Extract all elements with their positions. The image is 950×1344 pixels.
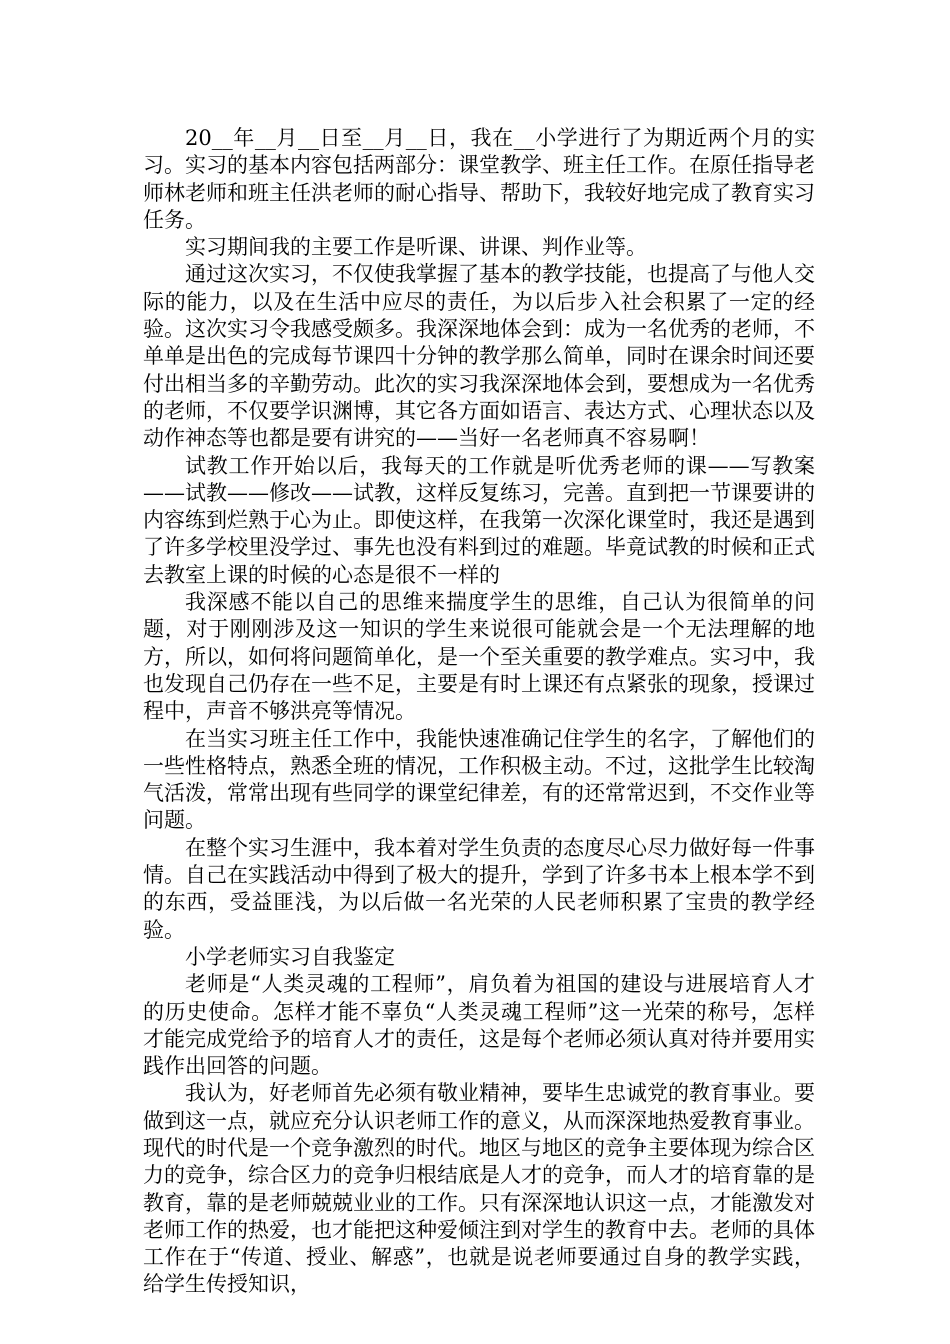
paragraph-summary: 在整个实习生涯中，我本着对学生负责的态度尽心尽力做好每一件事情。自己在实践活动中得到了极大的提升，学到了许多书本上根本学不到的东西，受益匪浅，为以后做一名光荣的人民老师积累了宝贵的教学经验。 [143,835,815,942]
paragraph-student-thinking: 我深感不能以自己的思维来揣度学生的思维，自己认为很简单的问题，对于刚刚涉及这一知识的学生来说很可能就会是一个无法理解的地方，所以，如何将问题简单化，是一个至关重要的教学难点。实习中，我也发现自己仍存在一些不足，主要是有时上课还有点紧张的现象，授课过程中，声音不够洪亮等情况。 [143,590,815,724]
document-body [143,125,815,1299]
section-heading: 小学老师实习自我鉴定 [185,944,395,969]
paragraph-internship-overview: 20__年__月__日至__月__日，我在__小学进行了为期近两个月的实习。实习的基本内容包括两部分：课堂教学、班主任工作。在原任指导老师林老师和班主任洪老师的耐心指导、帮助下，我较好地完成了教育实习任务。 [143,126,815,232]
paragraph-dedication: 我认为，好老师首先必须有敬业精神，要毕生忠诚党的教育事业。要做到这一点，就应充分认识老师工作的意义，从而深深地热爱教育事业。现代的时代是一个竞争激烈的时代。地区与地区的竞争主要体现为综合区力的竞争，综合区力的竞争归根结底是人才的竞争，而人才的培育靠的是教育，靠的是老师兢兢业业的工作。只有深深地认识这一点，才能激发对老师工作的热爱，也才能把这种爱倾注到对学生的教育中去。老师的具体工作在于“传道、授业、解惑”，也就是说老师要通过自身的教学实践，给学生传授知识， [143,1081,815,1297]
paragraph-teacher-mission: 老师是“人类灵魂的工程师”，肩负着为祖国的建设与进展培育人才的历史使命。怎样才能不辜负“人类灵魂工程师”这一光荣的称号，怎样才能完成党给予的培育人才的责任，这是每个老师必须认真对待并要用实践作出回答的问题。 [143,972,815,1079]
paragraph-trial-teaching: 试教工作开始以后，我每天的工作就是听优秀老师的课——写教案——试教——修改——试教，这样反复练习，完善。直到把一节课要讲的内容练到烂熟于心为止。即使这样，在我第一次深化课堂时，我还是遇到了许多学校里没学过、事先也没有料到过的难题。毕竟试教的时候和正式去教室上课的时候的心态是很不一样的 [143,453,815,587]
paragraph-reflections: 通过这次实习，不仅使我掌握了基本的教学技能，也提高了与他人交际的能力，以及在生活中应尽的责任，为以后步入社会积累了一定的经验。这次实习令我感受颇多。我深深地体会到：成为一名优秀的老师，不单单是出色的完成每节课四十分钟的教学那么简单，同时在课余时间还要付出相当多的辛勤劳动。此次的实习我深深地体会到，要想成为一名优秀的老师，不仅要学识渊博，其它各方面如语言、表达方式、心理状态以及动作神态等也都是要有讲究的——当好一名老师真不容易啊！ [143,262,815,451]
paragraph-main-work: 实习期间我的主要工作是听课、讲课、判作业等。 [185,235,647,260]
paragraph-class-teacher-work: 在当实习班主任工作中，我能快速准确记住学生的名字，了解他们的一些性格特点，熟悉全班的情况，工作积极主动。不过，这批学生比较淘气活泼，常常出现有些同学的课堂纪律差，有的还常常迟到，不交作业等问题。 [143,726,815,833]
